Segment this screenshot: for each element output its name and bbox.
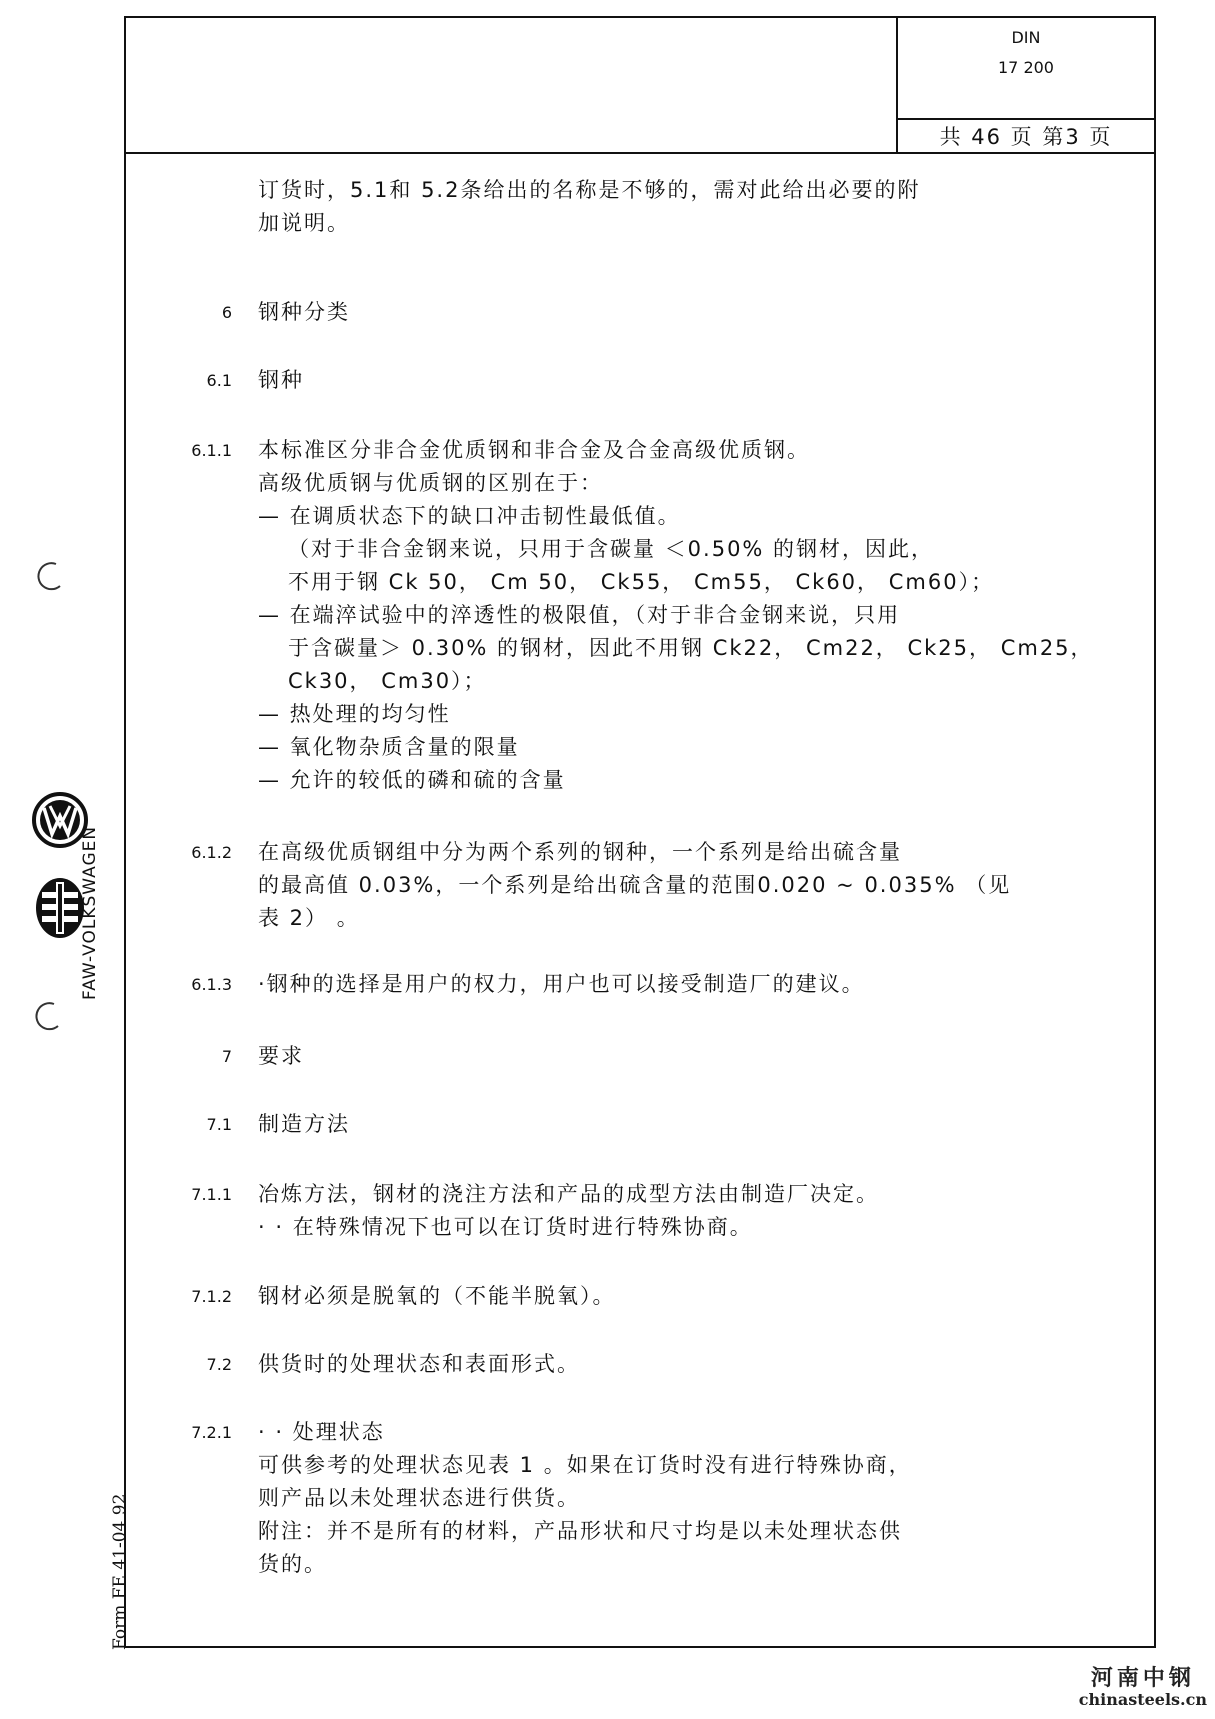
paragraph-line: ·钢种的选择是用户的权力，用户也可以接受制造厂的建议。 (258, 972, 865, 996)
paragraph-line: 不用于钢 Ck 50， Cm 50， Ck55， Cm55， Ck60， Cm60）； (288, 570, 995, 594)
list-item: — 热处理的均匀性 (258, 702, 451, 726)
punch-hole-icon (32, 560, 66, 594)
company-name: FAW-VOLKSWAGEN (80, 825, 100, 1000)
section-number: 6.1.2 (191, 843, 232, 862)
paragraph-line: 订货时，5.1和 5.2条给出的名称是不够的，需对此给出必要的附 (258, 178, 921, 202)
section-title: 制造方法 (258, 1112, 350, 1136)
paragraph-line: 在高级优质钢组中分为两个系列的钢种，一个系列是给出硫含量 (258, 840, 902, 864)
faw-vw-logo-icon (30, 780, 120, 970)
paragraph-line: · · 处理状态 (258, 1420, 385, 1444)
section-number: 7.1.1 (191, 1185, 232, 1204)
section-number: 7.1.2 (191, 1287, 232, 1306)
section-number: 7.1 (206, 1115, 232, 1134)
paragraph-line: · · 在特殊情况下也可以在订货时进行特殊协商。 (258, 1215, 753, 1239)
site-watermark (1079, 1667, 1207, 1711)
paragraph-line: （对于非合金钢来说，只用于含碳量 ＜0.50% 的钢材，因此， (288, 537, 935, 561)
paragraph-line: 的最高值 0.03%，一个系列是给出硫含量的范围0.020 ~ 0.035% （见 (258, 873, 1012, 897)
section-title: 供货时的处理状态和表面形式。 (258, 1352, 580, 1376)
section-title: 要求 (258, 1044, 304, 1068)
list-item: — 氧化物杂质含量的限量 (258, 735, 520, 759)
section-number: 7.2.1 (191, 1423, 232, 1442)
paragraph-line: 附注：并不是所有的材料，产品形状和尺寸均是以未处理状态供 (258, 1519, 902, 1543)
list-item: — 在调质状态下的缺口冲击韧性最低值。 (258, 504, 681, 528)
section-number: 7 (221, 1047, 232, 1066)
punch-hole-icon (30, 1000, 64, 1034)
section-number: 6.1.3 (191, 975, 232, 994)
paragraph-line: 可供参考的处理状态见表 1 。如果在订货时没有进行特殊协商， (258, 1453, 912, 1477)
section-title: 钢种 (258, 368, 304, 392)
document-body (126, 18, 1154, 1646)
page-info: 共 46 页 第3 页 (898, 118, 1154, 154)
paragraph-line: 冶炼方法，钢材的浇注方法和产品的成型方法由制造厂决定。 (258, 1182, 879, 1206)
paragraph-line: Ck30， Cm30）； (288, 669, 487, 693)
section-number: 7.2 (206, 1355, 232, 1374)
din-number: 17 200 (998, 58, 1054, 77)
section-number: 6.1 (206, 371, 232, 390)
section-number: 6 (221, 303, 232, 322)
form-code: Form FE 41-04 92 (110, 1493, 130, 1650)
paragraph-line: 表 2） 。 (258, 906, 360, 930)
paragraph-line: 则产品以未处理状态进行供货。 (258, 1486, 580, 1510)
paragraph-line: 于含碳量＞ 0.30% 的钢材，因此不用钢 Ck22， Cm22， Ck25， Cm25， (288, 636, 1094, 660)
din-label: DIN (1011, 28, 1041, 47)
watermark-en: chinasteels.cn (1078, 1690, 1207, 1709)
section-title: 钢种分类 (258, 300, 350, 324)
section-number: 6.1.1 (191, 441, 232, 460)
watermark-cn: 河南中钢 (1090, 1665, 1195, 1691)
paragraph-line: 本标准区分非合金优质钢和非合金及合金高级优质钢。 (258, 438, 810, 462)
paragraph-line: 货的。 (258, 1552, 327, 1576)
paragraph-line: 加说明。 (258, 211, 350, 235)
document-frame (124, 16, 1156, 1648)
paragraph-line: 高级优质钢与优质钢的区别在于： (258, 471, 603, 495)
list-item: — 允许的较低的磷和硫的含量 (258, 768, 566, 792)
paragraph-line: 钢材必须是脱氧的（不能半脱氧）。 (258, 1284, 616, 1308)
list-item: — 在端淬试验中的淬透性的极限值，（对于非合金钢来说，只用 (258, 603, 901, 627)
